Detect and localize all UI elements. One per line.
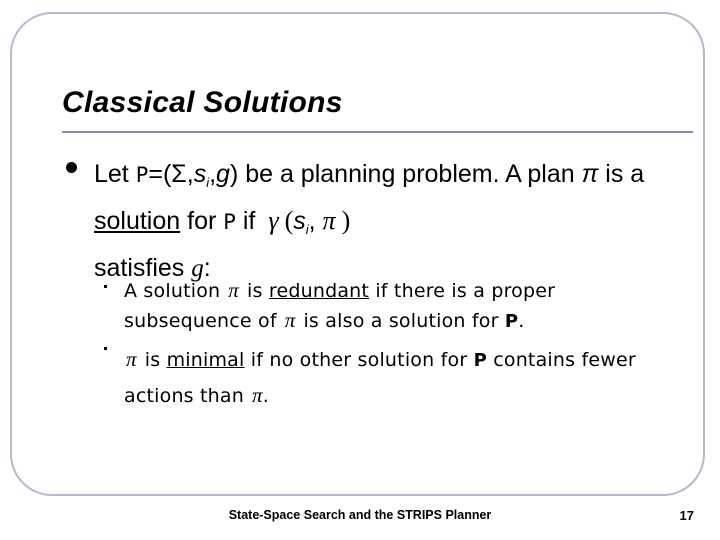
title-underline-rule: [62, 131, 693, 133]
sub-bullet-1-icon: [104, 285, 107, 288]
minimal-term: minimal: [166, 349, 245, 371]
sub-bullet-2-text: π is minimal if no other solution for P contains fewer actions than π.: [124, 347, 636, 407]
sub-bullet-2-icon: [104, 347, 107, 350]
page-number: 17: [679, 508, 694, 523]
slide-title: Classical Solutions: [62, 86, 343, 119]
bullet-dot-icon: [66, 162, 77, 173]
redundant-term: redundant: [268, 280, 370, 302]
sub-bullet-1-text: A solution π is redundant if there is a proper subsequence of π is also a solution for P.: [124, 278, 556, 332]
main-bullet-text: Let $P=(\Sigma,s_i,g)$ be a planning problem. A plan π is a solution for P if γ ($s_i$, π ) satisfies g:: [94, 160, 645, 282]
slide-footer: State-Space Search and the STRIPS Planner: [228, 508, 492, 522]
solution-term: solution: [94, 207, 181, 235]
